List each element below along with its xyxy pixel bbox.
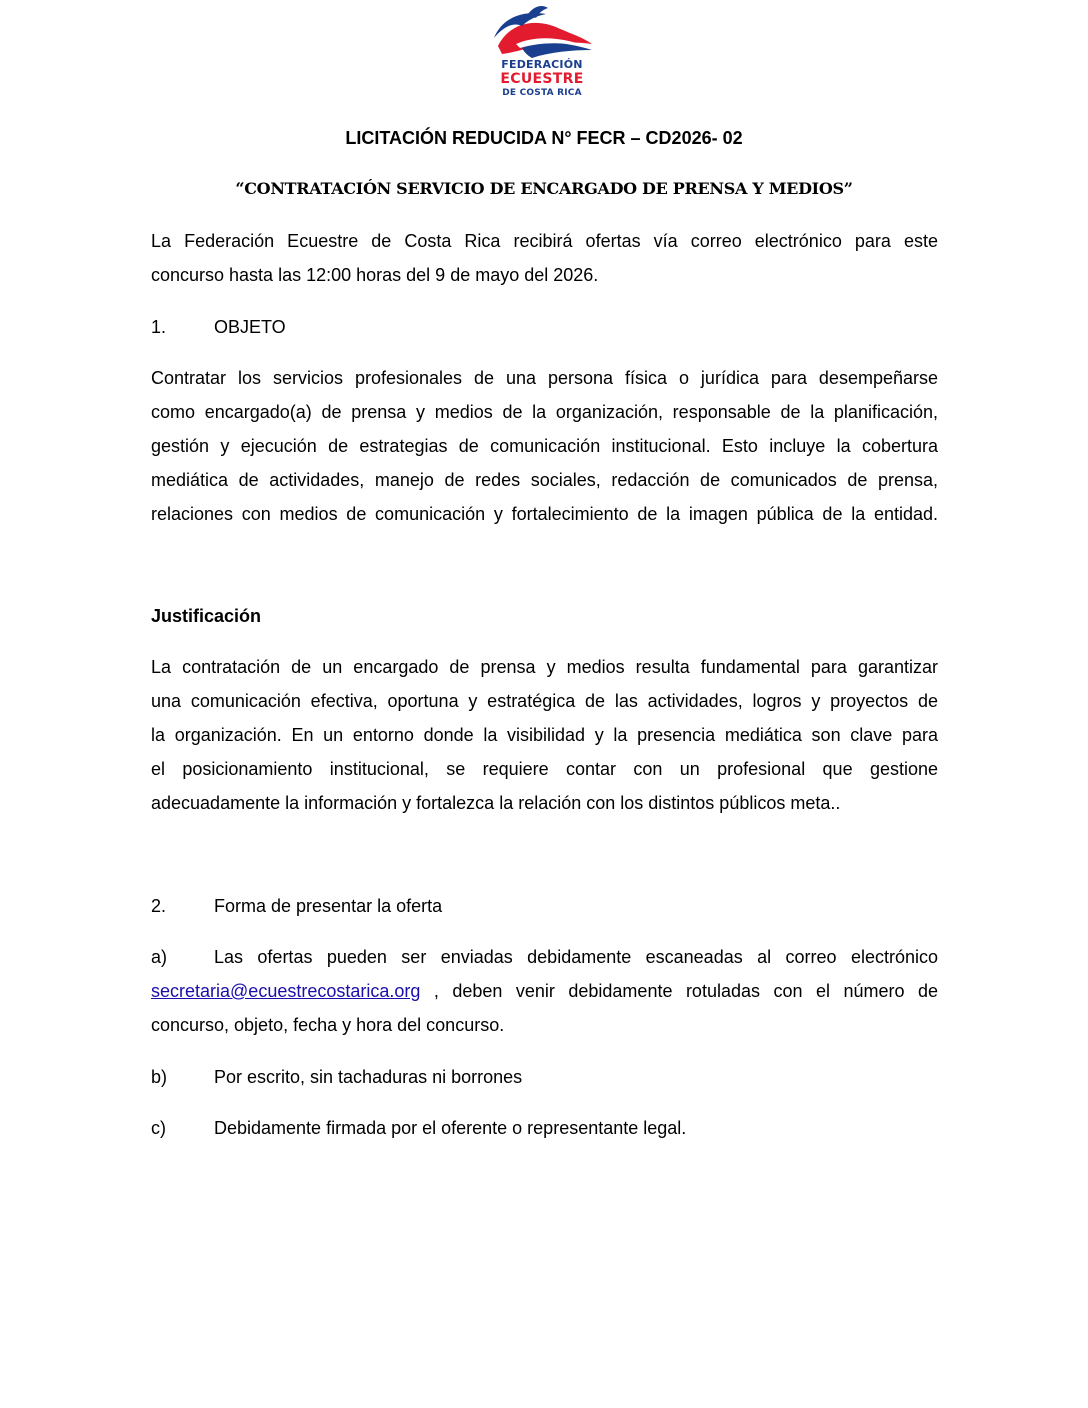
logo-text-ecuestre: ECUESTRE: [500, 71, 584, 87]
list-item-text: concurso, objeto, fecha y hora del concurso.: [151, 1015, 505, 1035]
logo-text-federacion: FEDERACIÓN: [501, 58, 583, 71]
section-1-number: 1.: [151, 317, 167, 337]
document-subtitle: “CONTRATACIÓN SERVICIO DE ENCARGADO DE PRENSA Y MEDIOS”: [235, 179, 853, 198]
email-link[interactable]: secretaria@ecuestrecostarica.org: [151, 981, 421, 1001]
list-item-text: Por escrito, sin tachaduras ni borrones: [214, 1067, 523, 1087]
justificacion-line: La contratación de un encargado de prensa y medios resulta fundamental para garantizar: [151, 657, 938, 677]
intro-paragraph: [151, 224, 938, 292]
logo-text-costa-rica: DE COSTA RICA: [502, 88, 582, 98]
intro-line: concurso hasta las 12:00 horas del 9 de mayo del 2026.: [151, 265, 599, 285]
section-2-number: 2.: [151, 896, 167, 916]
list-item-text: , deben venir debidamente rotuladas con el número de: [420, 981, 938, 1001]
justificacion-line: el posicionamiento institucional, se requiere contar con un profesional que gestione: [151, 759, 938, 779]
list-marker: c): [151, 1118, 166, 1138]
objeto-line: gestión y ejecución de estrategias de comunicación institucional. Esto incluye la cobertura: [151, 436, 938, 456]
section-1-heading: OBJETO: [214, 317, 286, 337]
justificacion-line: una comunicación efectiva, oportuna y estratégica de las actividades, logros y proyectos de: [151, 691, 938, 711]
objeto-line: como encargado(a) de prensa y medios de la organización, responsable de la planificación,: [151, 402, 938, 422]
objeto-line: mediática de actividades, manejo de redes sociales, redacción de comunicados de prensa,: [151, 470, 938, 490]
federation-logo: [488, 4, 596, 100]
list-marker: b): [151, 1067, 168, 1087]
justificacion-paragraph: [151, 650, 938, 820]
list-item-text: Las ofertas pueden ser enviadas debidamente escaneadas al correo electrónico: [214, 947, 938, 967]
horse-logo-icon: [488, 4, 596, 62]
list-item-c: [151, 1111, 938, 1145]
list-item-a: [151, 940, 938, 1042]
justificacion-line: la organización. En un entorno donde la visibilidad y la presencia mediática son clave para: [151, 725, 938, 745]
list-item-a-second-line: [151, 974, 938, 1008]
list-item-a-first-line: [214, 940, 938, 974]
justificacion-heading: Justificación: [151, 606, 262, 626]
objeto-paragraph: [151, 361, 938, 531]
section-2-heading: Forma de presentar la oferta: [214, 896, 443, 916]
list-item-b: [151, 1060, 938, 1094]
objeto-line: Contratar los servicios profesionales de una persona física o jurídica para desempeñarse: [151, 368, 938, 388]
justificacion-line: adecuadamente la información y fortalezca la relación con los distintos públicos meta..: [151, 793, 841, 813]
intro-line: La Federación Ecuestre de Costa Rica recibirá ofertas vía correo electrónico para este: [151, 231, 938, 251]
list-item-text: Debidamente firmada por el oferente o representante legal.: [214, 1118, 687, 1138]
document-title: LICITACIÓN REDUCIDA N° FECR – CD2026- 02: [345, 128, 743, 148]
objeto-line: relaciones con medios de comunicación y fortalecimiento de la imagen pública de la entidad.: [151, 504, 938, 524]
list-marker: a): [151, 947, 168, 967]
